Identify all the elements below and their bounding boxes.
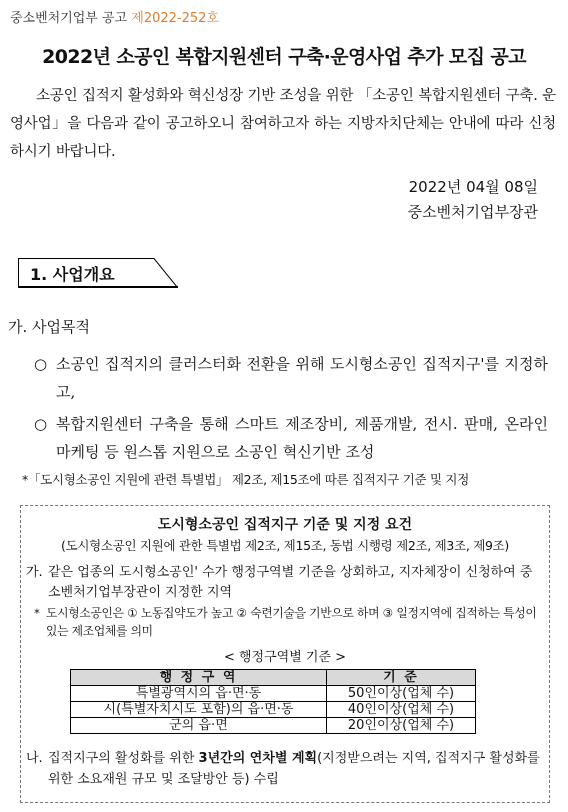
- table-row: [71, 686, 476, 702]
- section-title: 1. 사업개요: [30, 265, 115, 284]
- requirement-item: [26, 748, 540, 790]
- item-marker: 가.: [26, 565, 43, 580]
- note-text: 도시형소공인은 ① 노동집약도가 높고 ② 숙련기술을 기반으로 하며 ③ 일정지역에 집적하는 특성이 있는 제조업체를 의미: [46, 606, 537, 638]
- circle-bullet-icon: ○: [34, 355, 48, 373]
- cell-region: 시(특별자치시도 포함)의 읍·면·동: [71, 702, 327, 718]
- item-text: 같은 업종의 도시형소공인' 수가 행정구역별 기준을 상회하고, 지자체장이 신청하여 중소벤처기업부장관이 지정한 지역: [48, 565, 533, 600]
- purpose-bullet: [34, 350, 548, 406]
- cell-region: 군의 읍·면: [71, 718, 327, 734]
- box-subtitle: (도시형소공인 지원에 관한 특별법 제2조, 제15조, 동법 시행령 제2조, 제3조, 제9조): [61, 538, 509, 553]
- circle-bullet-icon: ○: [34, 415, 48, 433]
- intro-paragraph: [10, 82, 556, 166]
- cell-region: 특별광역시의 읍·면·동: [71, 686, 327, 702]
- table-row: [71, 718, 476, 734]
- table-row: [71, 702, 476, 718]
- box-note: [34, 604, 548, 640]
- asterisk-marker: *: [34, 606, 40, 620]
- item-marker: 나.: [26, 751, 43, 766]
- subsection-heading: 가. 사업목적: [8, 318, 90, 336]
- plan-text-post: (지정받으려는 지역, 집적지구 활성화를 위한 소요재원 규모 및 조달방안 등) 수립: [48, 751, 540, 787]
- notice-number: 제2022-252호: [131, 11, 220, 26]
- notice-date: 2022년 04월 08일: [408, 178, 538, 196]
- ministry-name: 중소벤처기업부장관: [407, 203, 538, 221]
- notice-header: [10, 7, 219, 26]
- criteria-table: [70, 669, 476, 734]
- cell-criteria: 40인이상(업체 수): [327, 702, 476, 718]
- cell-criteria: 50인이상(업체 수): [327, 686, 476, 702]
- header-region: 행 정 구 역: [71, 670, 327, 686]
- table-header-row: [71, 670, 476, 686]
- page-title: 2022년 소공인 복합지원센터 구축·운영사업 추가 모집 공고: [42, 46, 526, 68]
- footnote: *「도시형소공인 지원에 관련 특별법」 제2조, 제15조에 따른 집적지구 기준 및 지정: [22, 472, 469, 487]
- plan-text-pre: 집적지구의 활성화를 위한: [48, 751, 199, 766]
- table-caption: < 행정구역별 기준 >: [223, 650, 347, 665]
- requirement-item: [26, 563, 536, 603]
- intro-text: 소공인 집적지 활성화와 혁신성장 기반 조성을 위한 「소공인 복합지원센터 구축. 운영사업」을 다음과 같이 공고하오니 참여하고자 하는 지방자치단체는 안내에 따라 신청하시기 바랍니다.: [10, 88, 556, 160]
- bullet-text: 소공인 집적지의 클러스터화 전환을 위해 도시형소공인 집적지구'를 지정하고,: [56, 355, 548, 401]
- box-title: 도시형소공인 집적지구 기준 및 지정 요건: [157, 517, 413, 533]
- issuer-label: 중소벤처기업부 공고: [10, 11, 128, 26]
- header-criteria: 기 준: [327, 670, 476, 686]
- item-text: [48, 748, 540, 790]
- cell-criteria: 20인이상(업체 수): [327, 718, 476, 734]
- purpose-bullet: [34, 410, 548, 466]
- plan-text-bold: 3년간의 연차별 계획: [198, 751, 318, 766]
- bullet-text: 복합지원센터 구축을 통해 스마트 제조장비, 제품개발, 전시. 판매, 온라인 마케팅 등 원스톱 지원으로 소공인 혁신기반 조성: [56, 415, 548, 461]
